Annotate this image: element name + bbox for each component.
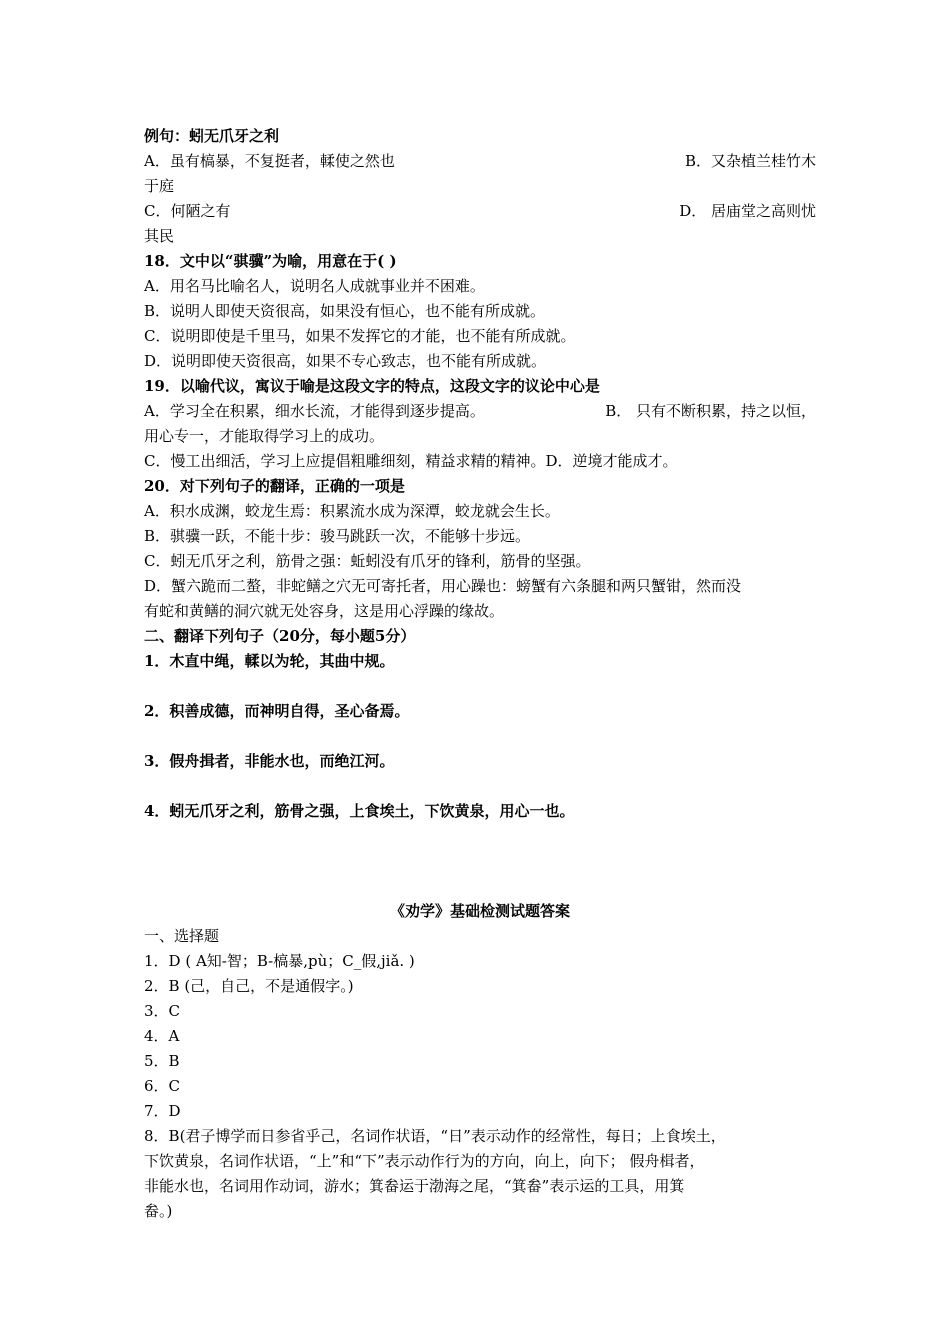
answer-4: 4．A bbox=[144, 1027, 180, 1045]
q20-stem: 20．对下列句子的翻译，正确的一项是 bbox=[144, 477, 405, 495]
q20-option-a: A．积水成渊，蛟龙生焉：积累流水成为深潭，蛟龙就会生长。 bbox=[144, 502, 560, 520]
answers-title: 《劝学》基础检测试题答案 bbox=[389, 902, 570, 920]
answer-space bbox=[144, 724, 816, 749]
translate-sentence-4: 4．蚓无爪牙之利，筋骨之强，上食埃土，下饮黄泉，用心一也。 bbox=[144, 802, 575, 820]
q17-example: 例句：蚓无爪牙之利 bbox=[144, 127, 280, 145]
answer-1: 1．D ( A知-智；B-槁暴,pù；C_假,jiǎ. ) bbox=[144, 952, 415, 970]
translate-sentence-2: 2．积善成德，而神明自得，圣心备焉。 bbox=[144, 702, 410, 720]
q18-option-d: D．说明即使天资很高，如果不专心致志，也不能有所成就。 bbox=[144, 352, 547, 370]
answer-8-line2: 下饮黄泉，名词作状语，“上”和“下”表示动作行为的方向，向上，向下； 假舟楫者， bbox=[144, 1152, 705, 1170]
q18-stem: 18．文中以“骐骥”为喻，用意在于( ) bbox=[144, 252, 397, 270]
answer-8-line3: 非能水也，名词用作动词，游水；箕畚运于渤海之尾，“箕畚”表示运的工具，用箕 bbox=[144, 1177, 685, 1195]
q20-option-c: C．蚓无爪牙之利，筋骨之强：蚯蚓没有爪牙的锋利，筋骨的坚强。 bbox=[144, 552, 591, 570]
translate-sentence-1: 1．木直中绳，輮以为轮，其曲中规。 bbox=[144, 652, 395, 670]
q19-option-b-cont: 用心专一，才能取得学习上的成功。 bbox=[144, 427, 385, 445]
answer-5: 5．B bbox=[144, 1052, 180, 1070]
q17-option-d-cont: 其民 bbox=[144, 227, 175, 245]
answers-section-heading: 一、选择题 bbox=[144, 927, 220, 945]
q17-option-a: A．虽有槁暴，不复挺者，輮使之然也 bbox=[144, 152, 395, 170]
q20-option-d-line2: 有蛇和黄鳝的洞穴就无处容身，这是用心浮躁的缘故。 bbox=[144, 602, 505, 620]
q18-option-a: A．用名马比喻名人，说明名人成就事业并不困难。 bbox=[144, 277, 485, 295]
answer-7: 7．D bbox=[144, 1102, 181, 1120]
answer-3: 3．C bbox=[144, 1002, 181, 1020]
q17-options-ab bbox=[144, 149, 816, 174]
q18-option-b: B．说明人即使天资很高，如果没有恒心，也不能有所成就。 bbox=[144, 302, 546, 320]
answer-2: 2．B (己，自己，不是通假字。) bbox=[144, 977, 354, 995]
q19-option-a: A．学习全在积累，细水长流，才能得到逐步提高。 bbox=[144, 402, 485, 420]
q19-option-b: B． 只有不断积累，持之以恒， bbox=[605, 402, 816, 420]
q17-option-b: B．又杂植兰桂竹木 bbox=[684, 152, 816, 170]
q17-option-d: D． 居庙堂之高则忧 bbox=[679, 202, 816, 220]
answer-space bbox=[144, 774, 816, 799]
q19-options-cd: C．慢工出细活，学习上应提倡粗雕细刻，精益求精的精神。D．逆境才能成才。 bbox=[144, 452, 678, 470]
q19-options-ab bbox=[144, 399, 816, 424]
section-spacer bbox=[144, 824, 816, 899]
q20-option-b: B．骐骥一跃，不能十步：骏马跳跃一次，不能够十步远。 bbox=[144, 527, 531, 545]
answer-space bbox=[144, 674, 816, 699]
translate-sentence-3: 3．假舟揖者，非能水也，而绝江河。 bbox=[144, 752, 395, 770]
answer-8-line4: 畚。) bbox=[144, 1202, 173, 1220]
q19-stem: 19．以喻代议，寓议于喻是这段文字的特点，这段文字的议论中心是 bbox=[144, 377, 600, 395]
q17-option-c: C．何陋之有 bbox=[144, 202, 231, 220]
section2-title: 二、翻译下列句子（20分，每小题5分） bbox=[144, 627, 416, 645]
answer-8-line1: 8．B(君子博学而日参省乎己，名词作状语，“日”表示动作的经常性，每日；上食埃土， bbox=[144, 1127, 726, 1145]
q17-options-cd bbox=[144, 199, 816, 224]
q17-option-b-cont: 于庭 bbox=[144, 177, 175, 195]
document-page bbox=[144, 124, 816, 1224]
q20-option-d-line1: D．蟹六跪而二螯，非蛇鳝之穴无可寄托者，用心躁也：螃蟹有六条腿和两只蟹钳，然而没 bbox=[144, 577, 742, 595]
q18-option-c: C．说明即使是千里马，如果不发挥它的才能，也不能有所成就。 bbox=[144, 327, 576, 345]
answer-6: 6．C bbox=[144, 1077, 181, 1095]
